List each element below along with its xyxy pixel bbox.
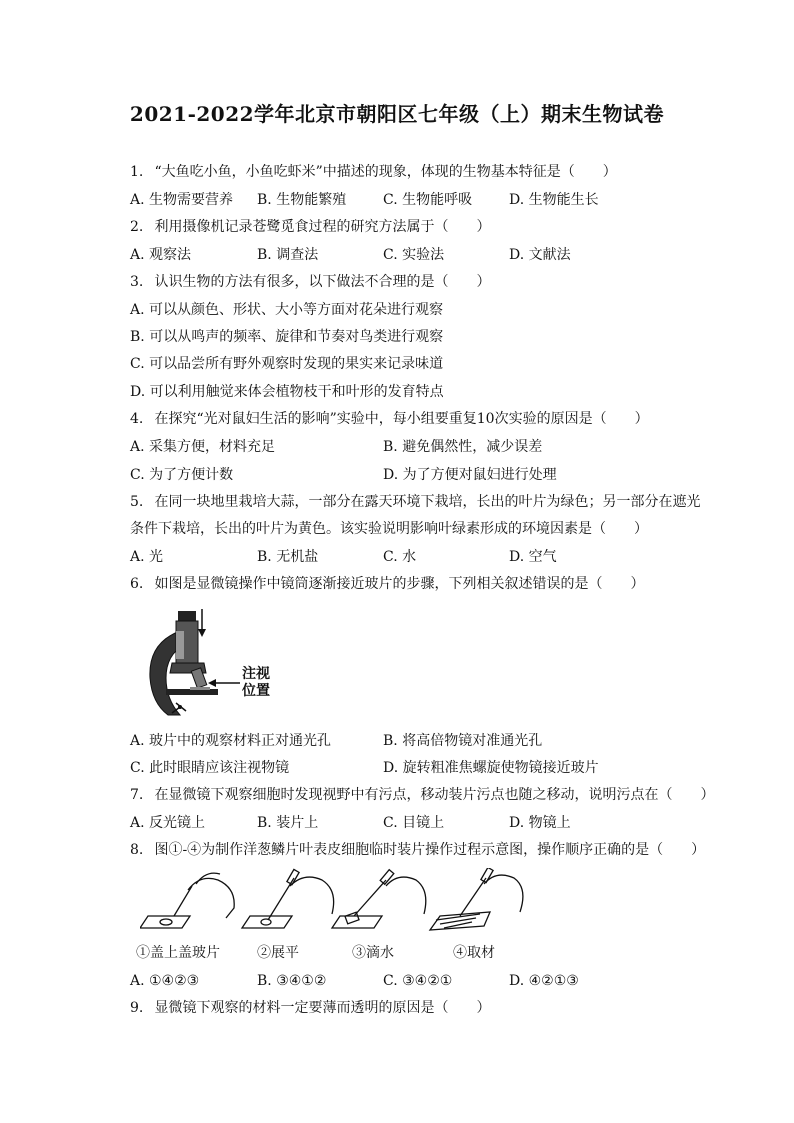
question-stem: 图①-④为制作洋葱鳞片叶表皮细胞临时装片操作过程示意图，操作顺序正确的是（ ） (154, 842, 706, 858)
option-a: A. ①④②③ (130, 973, 200, 989)
question-stem: 在探究“光对鼠妇生活的影响”实验中，每小组要重复10次实验的原因是（ ） (154, 411, 649, 427)
option-a: A. 反光镜上 (130, 815, 206, 831)
option-d: D. ④②①③ (509, 973, 579, 989)
question-stem-continued: 条件下栽培，长出的叶片为黄色。该实验说明影响叶绿素形成的环境因素是（ ） (130, 521, 648, 537)
question-1 (130, 162, 617, 182)
question-stem: 在同一块地里栽培大蒜，一部分在露天环境下栽培，长出的叶片为绿色；另一部分在遮光 (154, 494, 701, 510)
option-d: D. 为了方便对鼠妇进行处理 (383, 467, 557, 483)
question-stem: 如图是显微镜操作中镜筒逐渐接近玻片的步骤，下列相关叙述错误的是（ ） (154, 576, 645, 592)
option-a: A. 采集方便，材料充足 (130, 439, 276, 455)
option-a: A. 可以从颜色、形状、大小等方面对花朵进行观察 (130, 302, 444, 318)
question-6 (130, 574, 644, 594)
option-d: D. 空气 (509, 549, 557, 565)
option-b: B. 无机盐 (257, 549, 319, 565)
question-number: 2. (130, 219, 144, 235)
option-c: C. 此时眼睛应该注视物镜 (130, 760, 290, 776)
question-7 (130, 785, 714, 805)
option-b: B. 装片上 (257, 815, 319, 831)
option-c: C. 水 (383, 549, 417, 565)
option-c: C. 实验法 (383, 247, 445, 263)
option-b: B. 避免偶然性，减少误差 (383, 439, 543, 455)
question-number: 1. (130, 164, 144, 180)
option-c: C. 为了方便计数 (130, 467, 234, 483)
question-stem: 在显微镜下观察细胞时发现视野中有污点，移动装片污点也随之移动，说明污点在（ ） (154, 787, 715, 803)
microscope-figure (140, 603, 290, 723)
question-number: 7. (130, 787, 144, 803)
question-number: 6. (130, 576, 144, 592)
option-d: D. 生物能生长 (509, 192, 599, 208)
slide-icon (140, 916, 190, 928)
question-stem: 利用摄像机记录苍鹭觅食过程的研究方法属于（ ） (154, 219, 491, 235)
option-c: C. 可以品尝所有野外观察时发现的果实来记录味道 (130, 356, 444, 372)
option-d: D. 物镜上 (509, 815, 571, 831)
question-number: 9. (130, 1000, 144, 1016)
question-stem: “大鱼吃小鱼，小鱼吃虾米”中描述的现象，体现的生物基本特征是（ ） (154, 164, 617, 180)
option-a: A. 玻片中的观察材料正对通光孔 (130, 733, 332, 749)
option-d: D. 文献法 (509, 247, 571, 263)
option-a: A. 生物需要营养 (130, 192, 234, 208)
option-b: B. ③④①② (257, 973, 327, 989)
question-number: 8. (130, 842, 144, 858)
option-c: C. 目镜上 (383, 815, 445, 831)
option-d: D. 可以利用触觉来体会植物枝干和叶形的发育特点 (130, 384, 444, 400)
option-b: B. 调查法 (257, 247, 319, 263)
option-a: A. 观察法 (130, 247, 192, 263)
figure-caption-1: ①盖上盖玻片 (136, 945, 220, 961)
question-8 (130, 840, 705, 860)
figure-caption-4: ④取材 (453, 945, 495, 961)
option-b: B. 可以从鸣声的频率、旋律和节奏对鸟类进行观察 (130, 329, 444, 345)
figure-caption-3: ③滴水 (352, 945, 394, 961)
question-number: 5. (130, 494, 144, 510)
option-b: B. 生物能繁殖 (257, 192, 347, 208)
question-2 (130, 217, 490, 237)
question-9 (130, 998, 490, 1018)
option-c: C. ③④②① (383, 973, 453, 989)
option-c: C. 生物能呼吸 (383, 192, 473, 208)
option-a: A. 光 (130, 549, 164, 565)
question-number: 3. (130, 274, 144, 290)
question-4 (130, 409, 649, 429)
option-b: B. 将高倍物镜对准通光孔 (383, 733, 543, 749)
page-title: 2021-2022学年北京市朝阳区七年级（上）期末生物试卷 (129, 102, 665, 126)
figure-label-line: 位置 (242, 683, 270, 699)
figure-caption-2: ②展平 (257, 945, 299, 961)
question-stem: 显微镜下观察的材料一定要薄而透明的原因是（ ） (154, 1000, 491, 1016)
question-number: 4. (130, 411, 144, 427)
slide-steps-figure (140, 868, 540, 940)
question-5 (130, 492, 700, 512)
figure-label (242, 666, 270, 700)
question-3 (130, 272, 490, 292)
option-d: D. 旋转粗准焦螺旋使物镜接近玻片 (383, 760, 599, 776)
figure-label-line: 注视 (242, 666, 270, 682)
question-stem: 认识生物的方法有很多，以下做法不合理的是（ ） (154, 274, 491, 290)
